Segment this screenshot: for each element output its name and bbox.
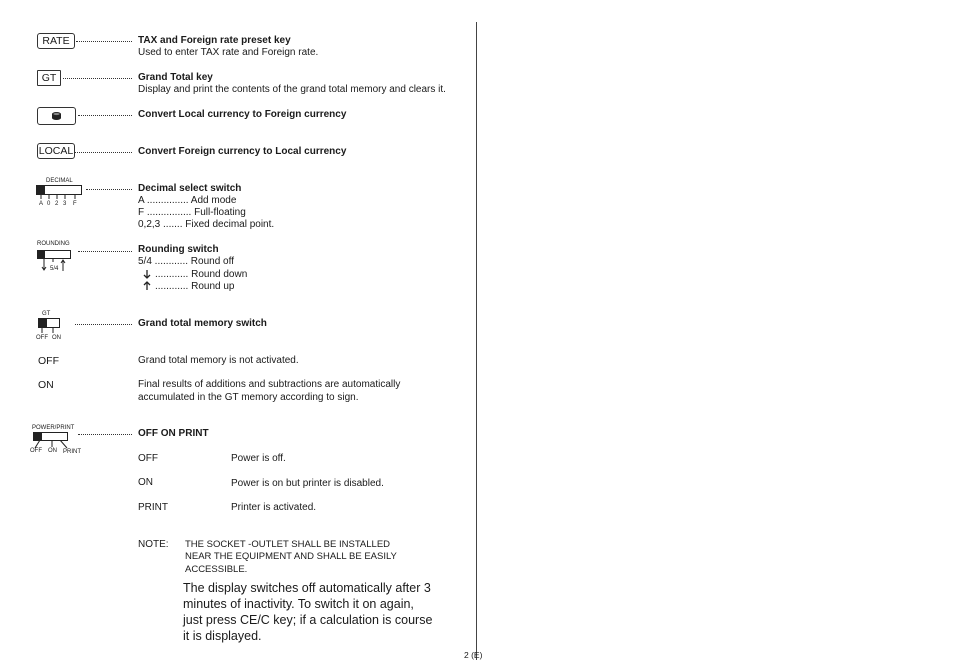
auto-off-text: just press CE/C key; if a calculation is course: [183, 613, 433, 627]
power-row-label: OFF: [138, 453, 158, 464]
gt-switch-position-on: ON: [52, 335, 61, 341]
gt-off-label: OFF: [38, 355, 59, 367]
gt-key-desc: Display and print the contents of the grand total memory and clears it.: [138, 84, 446, 95]
decimal-switch-label: DECIMAL: [46, 178, 73, 184]
decimal-switch-title: Decimal select switch: [138, 183, 242, 194]
rounding-desc-round-down: ............ Round down: [155, 269, 248, 280]
decimal-position-3: 3: [63, 201, 67, 207]
rounding-desc-round-off: 5/4 ............ Round off: [138, 256, 234, 267]
gt-on-desc: Final results of additions and subtractions are automatically: [138, 379, 401, 390]
power-switch-title: OFF ON PRINT: [138, 428, 209, 439]
leader-dots: [75, 324, 132, 325]
leader-dots: [86, 189, 132, 190]
decimal-desc-line: A ............... Add mode: [138, 195, 237, 206]
power-position-on: ON: [48, 448, 57, 454]
arrow-up-icon: [143, 281, 151, 291]
rounding-switch-knob: [38, 251, 45, 258]
power-position-off: OFF: [30, 448, 42, 454]
convert-foreign-title: Convert Local currency to Foreign currency: [138, 109, 347, 120]
local-key[interactable]: LOCAL: [38, 145, 74, 157]
rounding-position-54: 5/4: [50, 266, 59, 272]
convert-to-foreign-key[interactable]: [37, 107, 76, 125]
power-row-desc: Printer is activated.: [231, 502, 317, 513]
leader-dots: [76, 41, 132, 42]
rate-key-desc: Used to enter TAX rate and Foreign rate.: [138, 47, 319, 58]
gt-switch-title: Grand total memory switch: [138, 318, 267, 329]
arrow-down-icon: [143, 269, 151, 279]
decimal-switch-ticks: [36, 194, 86, 202]
auto-off-text: minutes of inactivity. To switch it on again,: [183, 597, 414, 611]
decimal-position-0: 0: [47, 201, 51, 207]
rounding-switch-label: ROUNDING: [37, 241, 70, 247]
decimal-position-2: 2: [55, 201, 59, 207]
leader-dots: [78, 434, 132, 435]
leader-dots: [74, 152, 132, 153]
gt-off-desc: Grand total memory is not activated.: [138, 355, 299, 366]
rate-key[interactable]: RATE: [37, 33, 75, 49]
note-text: NEAR THE EQUIPMENT AND SHALL BE EASILY: [185, 551, 397, 562]
note-text: ACCESSIBLE.: [185, 564, 248, 575]
decimal-position-f: F: [73, 201, 77, 207]
gt-switch-ticks: [38, 328, 62, 334]
gt-key[interactable]: GT: [37, 70, 61, 86]
page-number: 2 (E): [464, 650, 483, 660]
rounding-desc-round-up: ............ Round up: [155, 281, 235, 292]
gt-switch-position-off: OFF: [36, 335, 48, 341]
decimal-switch-knob: [37, 186, 45, 194]
page-divider: [476, 22, 477, 660]
leader-dots: [63, 78, 132, 79]
decimal-position-a: A: [39, 201, 44, 207]
auto-off-text: it is displayed.: [183, 629, 262, 643]
gt-switch[interactable]: [38, 318, 60, 328]
power-row-label: PRINT: [138, 502, 168, 513]
note-text: THE SOCKET -OUTLET SHALL BE INSTALLED: [185, 539, 391, 550]
power-row-desc: Power is on but printer is disabled.: [231, 478, 384, 489]
rounding-switch-title: Rounding switch: [138, 244, 219, 255]
gt-key-title: Grand Total key: [138, 72, 213, 83]
power-position-print: PRINT: [63, 449, 81, 455]
leader-dots: [78, 251, 132, 252]
auto-off-text: The display switches off automatically after 3: [183, 581, 431, 595]
power-row-label: ON: [138, 477, 153, 488]
convert-local-title: Convert Foreign currency to Local currency: [138, 146, 347, 157]
gt-switch-knob: [39, 319, 47, 327]
note-label: NOTE:: [138, 539, 169, 550]
power-row-desc: Power is off.: [231, 453, 286, 464]
decimal-desc-line: F ................ Full-floating: [138, 207, 246, 218]
decimal-desc-line: 0,2,3 ....... Fixed decimal point.: [138, 219, 275, 230]
gt-on-desc: accumulated in the GT memory according to sign.: [138, 392, 359, 403]
rate-key-title: TAX and Foreign rate preset key: [138, 35, 291, 46]
power-switch-knob: [34, 433, 42, 440]
leader-dots: [78, 115, 132, 116]
gt-on-label: ON: [38, 379, 54, 391]
power-switch-label: POWER/PRINT: [32, 425, 75, 431]
coin-stack-icon: [38, 108, 75, 124]
gt-switch-label: GT: [42, 311, 51, 317]
